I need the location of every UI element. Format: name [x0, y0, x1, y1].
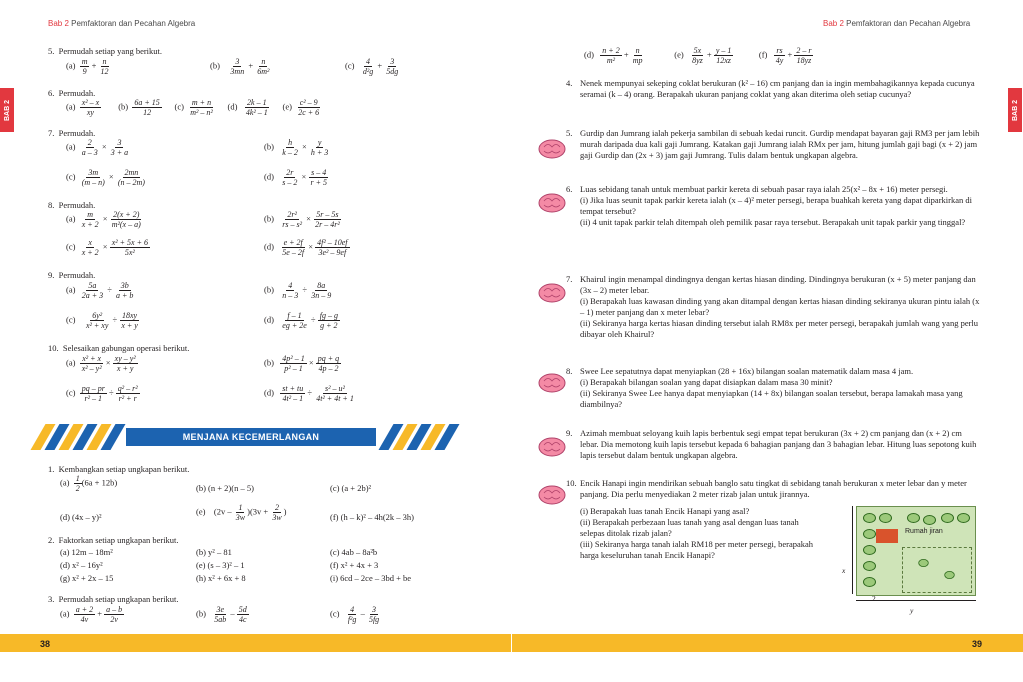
land-plot — [902, 547, 972, 593]
k3-stem: 3. Permudah setiap ungkapan berikut. — [48, 594, 179, 604]
k1-f: (f) (h – k)² – 4h(2k – 3h) — [330, 512, 414, 522]
rq10-parts: (i) Berapakah luas tanah Encik Hanapi yang asal? (ii) Berapakah perbezaan luas tanah yang asal dengan luas tanah selepas ditolak rizab jalan? (iii) Sekiranya harga tanah ialah RM18 per meter persegi, berapakah harga keseluruhan tanah Encik Hanapi? — [580, 506, 814, 560]
q8-stem: 8. Permudah. — [48, 200, 96, 210]
tree-icon — [957, 513, 970, 523]
q9-d: (d) $\frac{f - 1}{eg + 2e}$ ÷ $\frac{fg - g}{g + 2}$ — [264, 311, 338, 330]
k3-c: (c) $\frac{4}{\text{f²g}}$ – $\frac{3}{5fg}$ — [330, 605, 380, 624]
k2-b: (b) y² – 81 — [196, 547, 232, 557]
section-banner — [30, 424, 500, 450]
neighbor-house-label: Rumah jiran — [905, 528, 943, 535]
banner-title: MENJANA KECEMERLANGAN — [126, 428, 376, 446]
k1-b: (b) (n + 2)(n – 5) — [196, 483, 254, 493]
dimension-2-label: 2 — [872, 594, 876, 603]
k1-a: (a) $\frac{1}{2}$ (6a + 12b) — [60, 474, 118, 493]
q8-d: (d) $\frac{e + 2f}{5e - 2f}$ × $\frac{\text{4f² – 10ef}}{\text{3e² – 9ef}}$ — [264, 238, 348, 257]
q10-a: (a) $\frac{\text{x² + x}}{\text{x² – y²}}$ × $\frac{\text{xy – y²}}{x + y}$ — [66, 354, 136, 373]
q6-row: (a) $\frac{\text{x² – x}}{xy}$ (b) $\frac{6a + 15}{12}$ (c) $\frac{m + n}{\text{m² – n²}}$ (d) $\frac{2k - 1}{\text{4k² – 1}}$ (e) $\frac{\text{c² – 9}}{2c + 6}$ — [66, 98, 320, 117]
tree-icon — [944, 571, 954, 579]
q10-c: (c) $\frac{pq - pr}{\text{r² – 1}}$ ÷ $\frac{\text{q² – r²}}{\text{r² + r}}$ — [66, 384, 138, 403]
k1-d: (d) (4x – y)² — [60, 512, 102, 522]
k2-d: (d) x² – 16y² — [60, 560, 103, 570]
q7-b: (b) $\frac{h}{k - 2}$ × $\frac{y}{h + 3}$ — [264, 138, 329, 157]
brain-icon — [538, 484, 566, 506]
k2-a: (a) 12m – 18m² — [60, 547, 113, 557]
footer-band — [512, 634, 1023, 652]
k2-c: (c) 4ab – 8a²b — [330, 547, 378, 557]
rq4: 4. Nenek mempunyai sekeping coklat berukuran (k² – 16) cm panjang dan ia ingin membahagikannya kepada cucunya seramai (k – 4) orang. Berapakah ukuran panjang coklat yang akan diterima oleh setiap cucunya? — [566, 78, 975, 99]
dimension-x-line — [852, 506, 853, 594]
k1-c: (c) (a + 2b)² — [330, 483, 372, 493]
running-head: Bab 2 Pemfaktoran dan Pecahan Algebra — [48, 19, 196, 28]
chapter-tab: BAB 2 — [1008, 88, 1022, 132]
dimension-x-label: x — [842, 566, 846, 575]
k2-f: (f) x² + 4x + 3 — [330, 560, 379, 570]
brain-icon — [538, 372, 566, 394]
rq9: 9. Azimah membuat seloyang kuih lapis berbentuk segi empat tepat berukuran (3x + 2) cm panjang dan (x + 2) cm lebar. Dia memotong kuih lapis tersebut kepada 6 bahagian panjang dan 3 bahagian lebar. Hitung luas sepotong kuih lapis tersebut dalam bentuk ungkapan algebra. — [566, 428, 977, 460]
tree-icon — [941, 513, 954, 523]
rq8: 8. Swee Lee sepatutnya dapat menyiapkan (28 + 16x) bilangan soalan matematik dalam masa 4 jam. (i) Berapakah bilangan soalan yang dapat disiapkan dalam masa 30 minit? (ii) Sekiranya Swee Lee hanya dapat menyiapkan (14 + 8x) bilangan soalan tersebut, berapa lamakah masa yang diambilnya? — [566, 366, 963, 409]
q9-a: (a) $\frac{5a}{2a + 3}$ ÷ $\frac{3b}{a + b}$ — [66, 281, 134, 300]
dimension-y-label: y — [910, 606, 914, 615]
rq7: 7. Khairul ingin menampal dindingnya dengan kertas hiasan dinding. Dindingnya berukuran (x + 5) meter panjang dan (3x – 2) meter lebar. (i) Berapakah luas kawasan dinding yang akan ditampal dengan kertas hiasan dinding sekiranya ukuran pintu ialah (x – 1) meter panjang dan x meter lebar? (ii) Sekiranya harga kertas hiasan dinding tersebut ialah RM8x per meter persegi, berapakah jumlah wang yang perlu dibayar oleh Khairul? — [566, 274, 980, 339]
chapter-tab: BAB 2 — [0, 88, 14, 132]
k2-g: (g) x² + 2x – 15 — [60, 573, 114, 583]
q8-b: (b) $\frac{\text{2r²}}{\text{rs – s²}}$ × $\frac{5r - 5s}{\text{2r – 4r²}}$ — [264, 210, 340, 229]
rq5: 5. Gurdip dan Jumrang ialah pekerja sambilan di sebuah kedai runcit. Gurdip mendapat bayaran gaji RM3 per jam lebih murah daripada dua kali gaji Jumrang. Katakan gaji Jumrang ialah RMx per jam, hitung jumlah gaji bagi (x + 2) jam gaji Gurdip dan (2x + 3) jam gaji Jumrang. Tulis dalam bentuk ungkapan algebra. — [566, 128, 980, 160]
q6-stem: 6. Permudah. — [48, 88, 96, 98]
q10-d: (d) $\frac{st + tu}{\text{4t² – 1}}$ ÷ $\frac{\text{s² – u²}}{\text{4t² + 4t + 1}}$ — [264, 384, 354, 403]
tree-icon — [863, 577, 876, 587]
q10-b: (b) $\frac{\text{4p² – 1}}{\text{p² – 1}}$ × $\frac{pq + q}{4p - 2}$ — [264, 354, 340, 373]
tree-icon — [863, 513, 876, 523]
q8-a: (a) $\frac{m}{x + 2}$ × $\frac{2(x + 2)}{\text{m²(x – a)}}$ — [66, 210, 141, 229]
footer-band — [0, 634, 511, 652]
k3-a: (a) $\frac{a + 2}{4v}$ + $\frac{a - b}{2v}$ — [60, 605, 123, 624]
k2-stem: 2. Faktorkan setiap ungkapan berikut. — [48, 535, 179, 545]
rq6: 6. Luas sebidang tanah untuk membuat parkir kereta di sebuah pasar raya ialah 25(x² – 8x + 16) meter persegi. (i) Jika luas seunit tapak parkir kereta ialah (x – 4)² meter persegi, berapa buahkah kereta yang dapat diparkirkan di tempat tersebut? (ii) 4 unit tapak parkir telah ditempah oleh pemilik pasar raya tersebut. Berapakah unit tapak parkir yang tinggal? — [566, 184, 972, 227]
k1-e: (e) (2v – $\frac{1}{3w}$ )(3v + $\frac{2}{3w}$ ) — [196, 503, 287, 522]
q5-a: (a) $\frac{m}{9}$ + $\frac{n}{12}$ — [66, 57, 109, 76]
q7-stem: 7. Permudah. — [48, 128, 96, 138]
rq10: 10. Encik Hanapi ingin mendirikan sebuah banglo satu tingkat di sebidang tanah berukuran x meter lebar dan y meter panjang. Dia perlu menyediakan 2 meter rizab jalan untuk jirannya. — [566, 478, 967, 499]
k3-b: (b) $\frac{3e}{5ab}$ – $\frac{5d}{4c}$ — [196, 605, 247, 624]
tree-icon — [918, 559, 928, 567]
brain-icon — [538, 192, 566, 214]
q5-c: (c) $\frac{4}{\text{d²g}}$ + $\frac{3}{5dg}$ — [345, 57, 399, 76]
tree-icon — [863, 529, 876, 539]
q9-stem: 9. Permudah. — [48, 270, 96, 280]
q9-b: (b) $\frac{4}{n - 3}$ ÷ $\frac{8a}{3n - 9}$ — [264, 281, 332, 300]
land-diagram — [856, 506, 976, 596]
tree-icon — [863, 561, 876, 571]
q10-cont: (d) $\frac{n + 2}{\text{m²}}$ + $\frac{n}{mp}$ (e) $\frac{5x}{8yz}$ + $\frac{y - 1}{12xz}$ (f) $\frac{rs}{4y}$ + $\frac{2 - r}{18yz}$ — [584, 46, 812, 65]
k2-e: (e) (s – 3)² – 1 — [196, 560, 245, 570]
q8-c: (c) $\frac{x}{x + 2}$ × $\frac{\text{x² + 5x + 6}}{\text{5x²}}$ — [66, 238, 148, 257]
house-icon — [876, 529, 898, 543]
q7-d: (d) $\frac{2r}{s - 2}$ × $\frac{s - 4}{r + 5}$ — [264, 168, 327, 187]
page-number: 39 — [972, 639, 983, 649]
left-page — [0, 0, 511, 682]
tree-icon — [907, 513, 920, 523]
q5-b: (b) $\frac{3}{3mn}$ + $\frac{n}{\text{6m²}}$ — [210, 57, 270, 76]
tree-icon — [923, 515, 936, 525]
k1-stem: 1. Kembangkan setiap ungkapan berikut. — [48, 464, 190, 474]
brain-icon — [538, 138, 566, 160]
k2-h: (h) x² + 6x + 8 — [196, 573, 246, 583]
tree-icon — [879, 513, 892, 523]
q10-stem: 10. Selesaikan gabungan operasi berikut. — [48, 343, 190, 353]
q7-a: (a) $\frac{2}{a - 3}$ × $\frac{3}{3 + a}$ — [66, 138, 129, 157]
running-head: Bab 2 Pemfaktoran dan Pecahan Algebra — [823, 19, 971, 28]
k2-i: (i) 6cd – 2ce – 3bd + be — [330, 573, 412, 583]
q7-c: (c) $\frac{3m}{(m - n)}$ × $\frac{2mn}{(n - 2m)}$ — [66, 168, 145, 187]
page-number: 38 — [40, 639, 51, 649]
brain-icon — [538, 282, 566, 304]
brain-icon — [538, 436, 566, 458]
q9-c: (c) $\frac{\text{6y²}}{\text{x² + xy}}$ ÷ $\frac{18xy}{x + y}$ — [66, 311, 138, 330]
tree-icon — [863, 545, 876, 555]
q5-stem: 5. Permudah setiap yang berikut. — [48, 46, 163, 56]
